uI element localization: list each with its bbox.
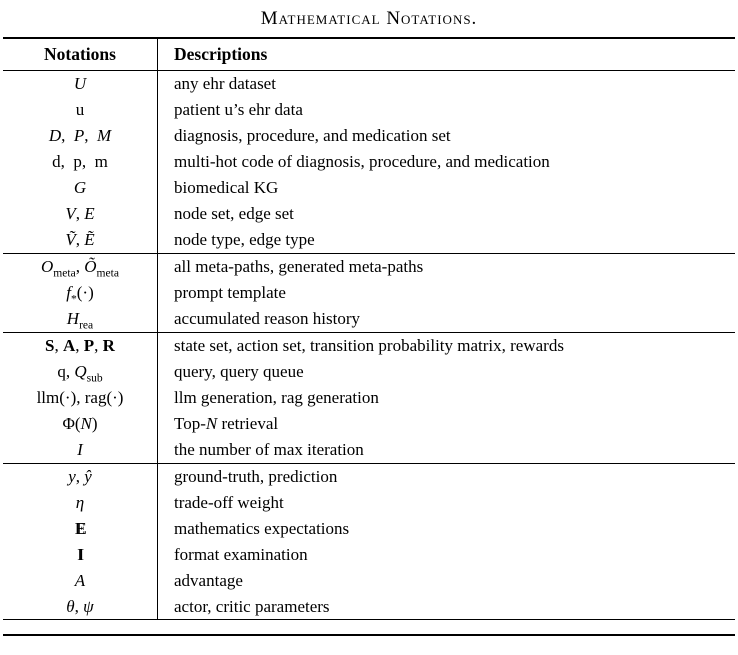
notation-cell: η (3, 490, 158, 516)
column-header-notations: Notations (3, 38, 158, 71)
description-cell: state set, action set, transition probability matrix, rewards (174, 335, 564, 355)
table-row (3, 227, 735, 253)
notation-cell: Φ(N) (3, 411, 158, 437)
notation-cell: $O_{meta}$, $Õ_{meta}$ (3, 253, 158, 279)
table-row (3, 437, 735, 463)
notation-cell: G (3, 175, 158, 201)
column-header-descriptions: Descriptions (158, 38, 736, 71)
table-row (3, 385, 735, 411)
table-row (3, 490, 735, 516)
table-row (3, 280, 735, 306)
table-header (3, 38, 735, 71)
notation-cell: S, A, P, R (3, 332, 158, 358)
table-title: Mathematical Notations. (260, 8, 478, 29)
table-row (3, 515, 735, 541)
notation-cell: $H_{rea}$ (3, 306, 158, 332)
table-row (3, 306, 735, 332)
notation-cell: Ṽ, Ẽ (3, 227, 158, 253)
header-row (3, 38, 735, 71)
notation-cell: I (3, 437, 158, 463)
notation-cell: q, $Q_{sub}$ (3, 359, 158, 385)
description-cell: multi-hot code of diagnosis, procedure, and medication (174, 152, 550, 172)
table-group-4 (3, 463, 735, 620)
notation-cell: E E (3, 515, 158, 541)
table-row (3, 593, 735, 619)
bottom-rule (3, 634, 735, 636)
description-cell: any ehr dataset (174, 74, 276, 94)
table-group-2 (3, 253, 735, 332)
table-row (3, 463, 735, 489)
table-row (3, 541, 735, 567)
table-row (3, 411, 735, 437)
description-cell: patient u’s ehr data (174, 100, 303, 120)
description-cell: trade-off weight (174, 492, 284, 512)
description-cell: Top-N retrieval (174, 413, 279, 433)
table-row (3, 567, 735, 593)
description-cell: ground-truth, prediction (174, 466, 338, 486)
description-cell: prompt template (174, 282, 286, 302)
description-cell: biomedical KG (174, 178, 279, 198)
table-row (3, 201, 735, 227)
notation-cell: θ, ψ (3, 593, 158, 619)
description-cell: diagnosis, procedure, and medication set (174, 126, 451, 146)
table-row (3, 149, 735, 175)
description-cell: llm generation, rag generation (174, 387, 379, 407)
table-row (3, 123, 735, 149)
description-cell: accumulated reason history (174, 308, 360, 328)
description-cell: advantage (174, 570, 243, 590)
table-row (3, 253, 735, 279)
table-row (3, 97, 735, 123)
notation-cell: I I (3, 541, 158, 567)
description-cell: node set, edge set (174, 204, 294, 224)
notation-cell: D, P, M (3, 123, 158, 149)
description-cell: actor, critic parameters (174, 596, 330, 616)
table-group-3 (3, 332, 735, 463)
notations-table (3, 37, 735, 620)
notation-cell: A (3, 567, 158, 593)
notation-cell: y, ŷ (3, 463, 158, 489)
notation-cell: $f_*(\cdot)$ (3, 280, 158, 306)
description-cell: node type, edge type (174, 230, 315, 249)
notation-cell: U (3, 71, 158, 97)
description-cell: all meta-paths, generated meta-paths (174, 256, 424, 276)
description-cell: the number of max iteration (174, 439, 364, 459)
notation-cell: d, p, m (3, 149, 158, 175)
table-row (3, 175, 735, 201)
description-cell: query, query queue (174, 361, 304, 381)
description-cell: format examination (174, 544, 308, 564)
table-group-1 (3, 71, 735, 254)
notation-cell: u (3, 97, 158, 123)
table-row (3, 332, 735, 358)
description-cell: mathematics expectations (174, 518, 350, 538)
notation-cell: llm(·), rag(·) (3, 385, 158, 411)
table-row (3, 71, 735, 97)
table-row (3, 359, 735, 385)
notation-cell: V, E (3, 201, 158, 227)
